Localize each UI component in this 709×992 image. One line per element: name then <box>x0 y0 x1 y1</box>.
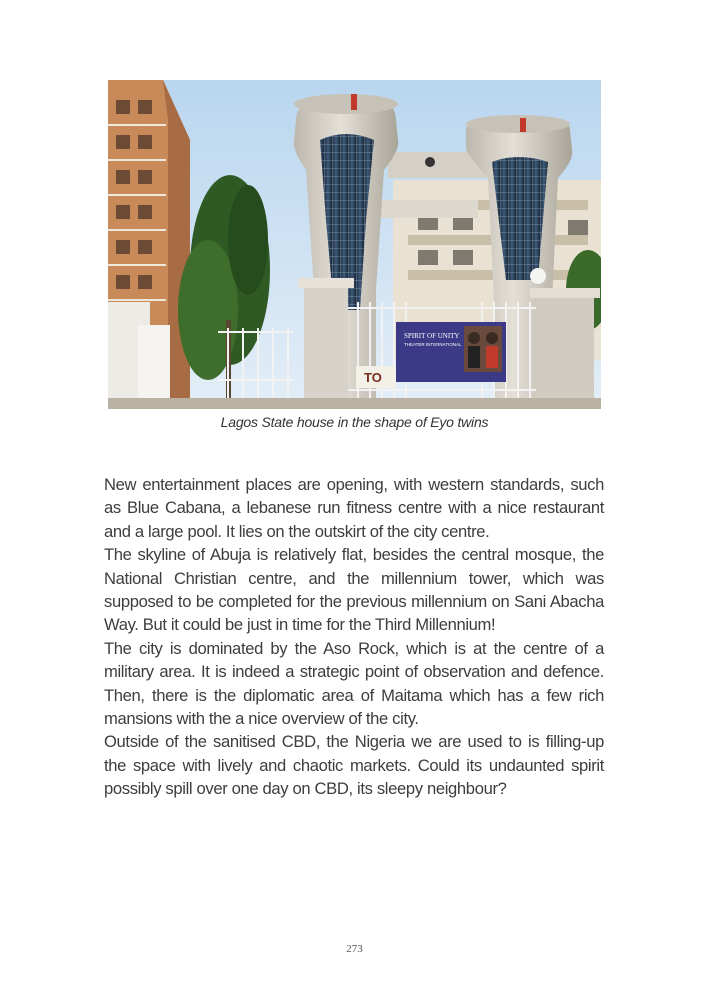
banner-line-2: THEATER INTERNATIONAL <box>404 342 462 347</box>
paragraph-1: New entertainment places are opening, with western standards, such as Blue Cabana, a lebanese run fitness centre with a nice restaurant and a large pool. It lies on the outskirt of the city centre. <box>104 475 604 541</box>
sign-text: TO <box>364 370 382 385</box>
paragraph-2: The skyline of Abuja is relatively flat, besides the central mosque, the National Christian centre, and the millennium tower, which was supposed to be completed for the previous millennium on Sani Abacha Way. But it could be just in time for the Third Millennium! <box>104 545 604 635</box>
building-photo <box>108 80 601 409</box>
banner-line-1: SPIRIT OF UNITY <box>404 332 460 340</box>
body-text <box>104 473 604 801</box>
paragraph-3: The city is dominated by the Aso Rock, which is at the centre of a military area. It is indeed a strategic point of observation and defence. Then, there is the diplomatic area of Maitama which has a few rich mansions with the a nice overview of the city. <box>104 638 604 729</box>
paragraph-4: Outside of the sanitised CBD, the Nigeria we are used to is filling-up the space with lively and chaotic markets. Could its undaunted spirit possibly spill over one day on CBD, its sleepy neighbour? <box>104 732 604 799</box>
figure-caption: Lagos State house in the shape of Eyo twins <box>220 414 489 430</box>
building-photo-illustration <box>108 80 601 409</box>
page-number: 273 <box>346 943 363 955</box>
